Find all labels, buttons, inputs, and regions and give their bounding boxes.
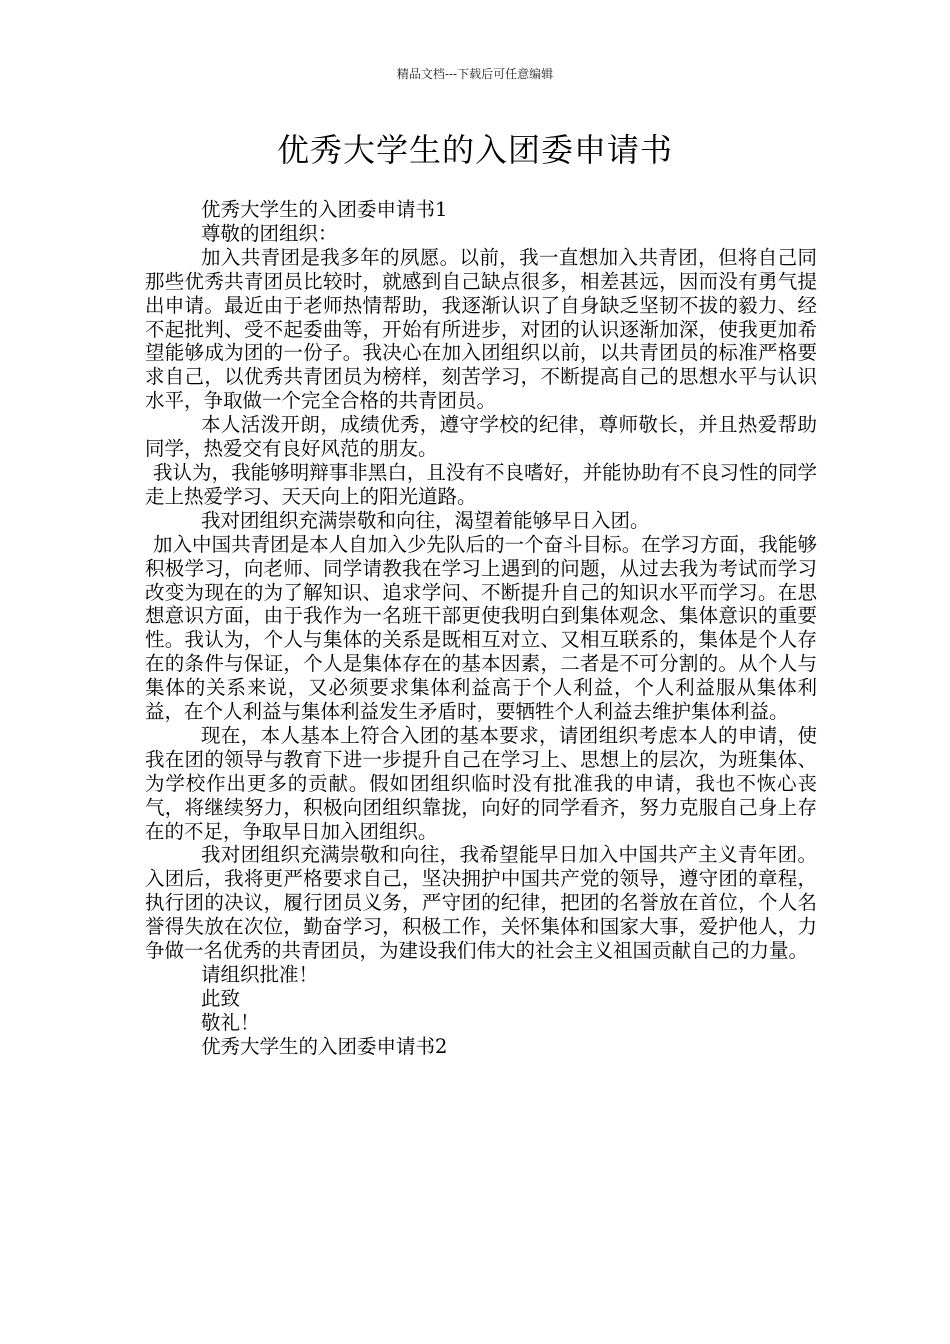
paragraph-aspiration: 我对团组织充满崇敬和向往，渴望着能够早日入团。 bbox=[201, 508, 650, 532]
paragraph-personality: 本人活泼开朗，成绩优秀，遵守学校的纪律，尊师敬长，并且热爱帮助同学，热爱交有良好风范的朋友。 bbox=[145, 413, 817, 461]
closing-jingli: 敬礼！ bbox=[201, 1010, 260, 1034]
document-body bbox=[145, 198, 817, 1059]
paragraph-intro: 加入共青团是我多年的夙愿。以前，我一直想加入共青团，但将自己同那些优秀共青团员比较时，就感到自己缺点很多，相差甚远，因而没有勇气提出申请。最近由于老师热情帮助，我逐渐认识了自身缺乏坚韧不拔的毅力、经不起批判、受不起委曲等，开始有所进步，对团的认识逐渐加深，使我更加希望能够成为团的一份子。我决心在加入团组织以前，以共青团员的标准严格要求自己，以优秀共青团员为榜样，刻苦学习，不断提高自己的思想水平与认识水平，争取做一个完全合格的共青团员。 bbox=[145, 245, 817, 413]
closing-cizhi: 此致 bbox=[201, 986, 241, 1010]
paragraph-goals: 加入中国共青团是本人自加入少先队后的一个奋斗目标。在学习方面，我能够积极学习，向老师、同学请教我在学习上遇到的问题，从过去我为考试而学习改变为现在的为了解知识、追求学问、不断提升自己的知识水平而学习。在思想意识方面，由于我作为一名班干部更使我明白到集体观念、集体意识的重要性。我认为，个人与集体的关系是既相互对立、又相互联系的，集体是个人存在的条件与保证，个人是集体存在的基本因素，二者是不可分割的。从个人与集体的关系来说，又必须要求集体利益高于个人利益，个人利益服从集体利益，在个人利益与集体利益发生矛盾时，要牺牲个人利益去维护集体利益。 bbox=[145, 532, 817, 724]
section-heading-1: 优秀大学生的入团委申请书1 bbox=[201, 198, 448, 221]
closing-request: 请组织批准！ bbox=[201, 963, 319, 986]
section-heading-2: 优秀大学生的入团委申请书2 bbox=[201, 1034, 448, 1058]
paragraph-judgment: 我认为，我能够明辩事非黑白，且没有不良嗜好，并能协助有不良习性的同学走上热爱学习、天天向上的阳光道路。 bbox=[145, 460, 817, 508]
salutation: 尊敬的团组织： bbox=[201, 221, 338, 245]
paragraph-request: 现在，本人基本上符合入团的基本要求，请团组织考虑本人的申请，使我在团的领导与教育下进一步提升自己在学习上、思想上的层次，为班集体、为学校作出更多的贡献。假如团组织临时没有批准我的申请，我也不恢心丧气，将继续努力，积极向团组织靠拢，向好的同学看齐，努力克服自己身上存在的不足，争取早日加入团组织。 bbox=[145, 723, 817, 843]
document-title: 优秀大学生的入团委申请书 bbox=[276, 131, 673, 169]
header-note: 精品文档---下载后可任意编辑 bbox=[396, 67, 554, 81]
paragraph-commitment: 我对团组织充满崇敬和向往，我希望能早日加入中国共产主义青年团。入团后，我将更严格要求自己，坚决拥护中国共产党的领导，遵守团的章程，执行团的决议，履行团员义务，严守团的纪律，把团的名誉放在首位，个人名誉得失放在次位，勤奋学习，积极工作，关怀集体和国家大事，爱护他人，力争做一名优秀的共青团员，为建设我们伟大的社会主义祖国贡献自己的力量。 bbox=[145, 843, 817, 963]
